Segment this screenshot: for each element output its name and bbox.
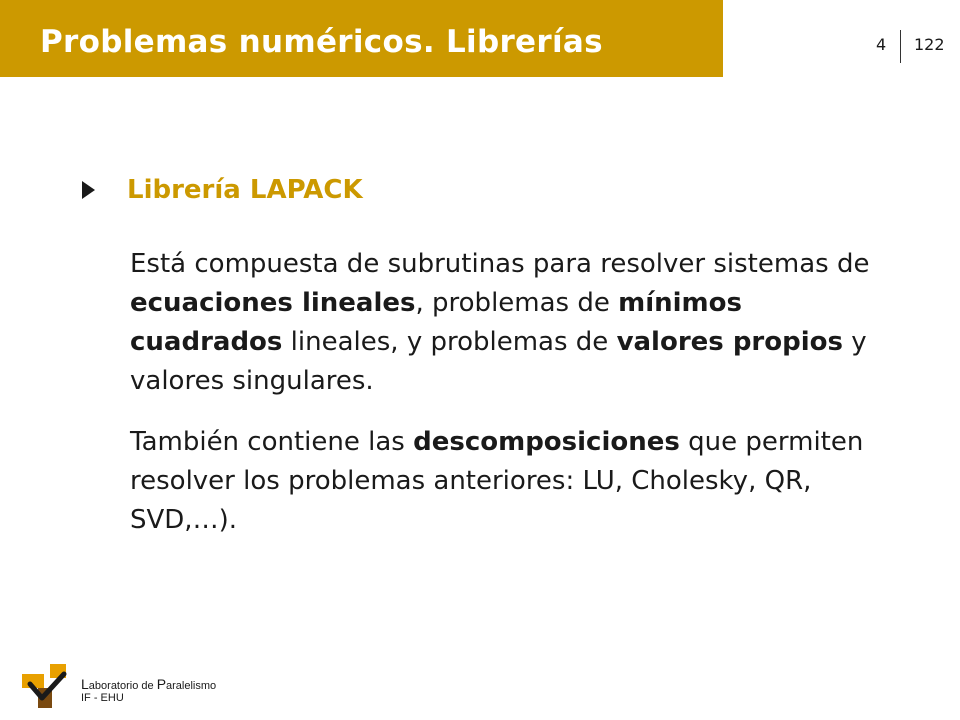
p2-bold-1: descomposiciones [413, 427, 680, 457]
page-total: 122 [914, 35, 945, 54]
p2-text-1: También contiene las [130, 427, 414, 457]
section-header [82, 175, 363, 205]
slide-title: Problemas numéricos. Librerías [40, 24, 603, 60]
footer-p-initial: P [156, 676, 167, 692]
footer-lab-name [81, 676, 216, 692]
p1-bold-1: ecuaciones lineales [130, 288, 416, 318]
p2-text-2: que permiten resolver los problemas anteriores: LU, Cholesky, QR, SVD,…). [130, 427, 864, 535]
p1-text-3: lineales, y problemas de [282, 327, 617, 357]
page-current: 4 [876, 35, 887, 54]
p1-text-4: y valores singulares. [130, 327, 867, 396]
section-heading: Librería LAPACK [127, 175, 363, 205]
footer-lab-rest: aboratorio de [88, 680, 157, 692]
checkmark-logo-icon [22, 664, 70, 708]
triangle-right-icon [82, 181, 95, 199]
p1-text-1: Está compuesta de subrutinas para resolver sistemas de [130, 249, 870, 279]
footer-l-initial: L [81, 676, 89, 692]
footer-institution: IF - EHU [81, 692, 124, 704]
footer-par-rest: aralelismo [166, 680, 217, 692]
page-divider [900, 30, 901, 63]
paragraph-lapack-description [130, 245, 890, 401]
paragraph-decompositions [130, 423, 890, 540]
p1-bold-3: valores propios [616, 327, 843, 357]
p1-bold-2: mínimos cuadrados [130, 288, 742, 357]
p1-text-2: , problemas de [415, 288, 619, 318]
